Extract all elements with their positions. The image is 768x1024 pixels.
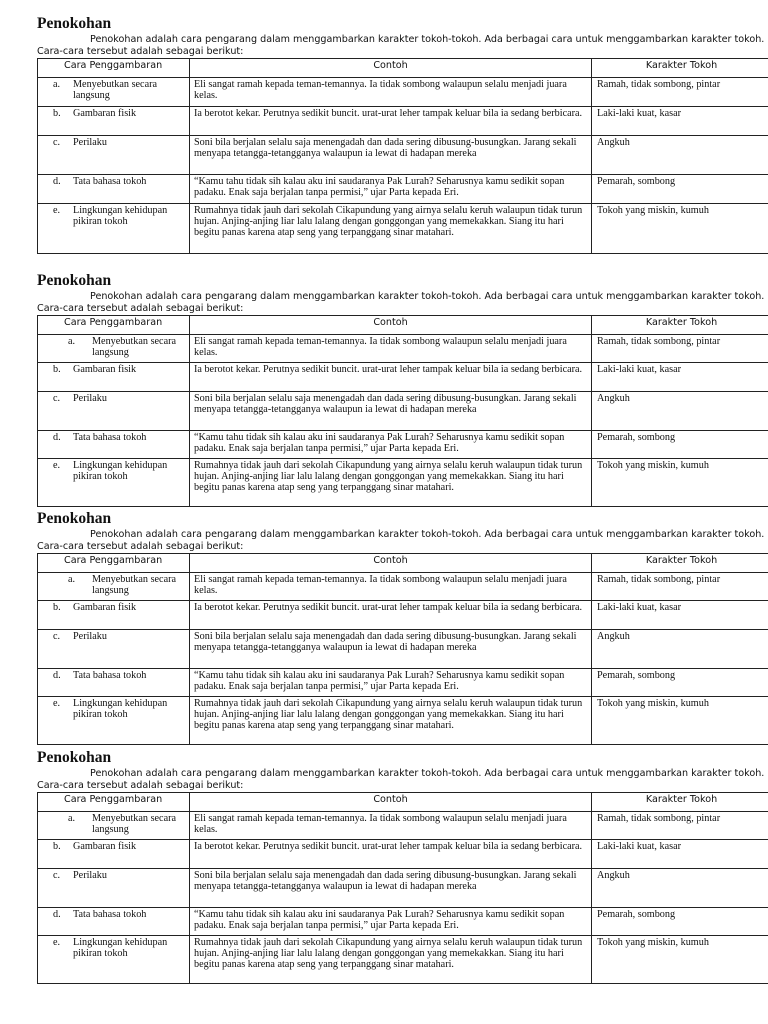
cara-text: Perilaku xyxy=(73,393,107,404)
table-header-row xyxy=(38,59,768,78)
header-karakter: Karakter Tokoh xyxy=(592,793,768,812)
table-row xyxy=(38,869,768,908)
cell-karakter: Ramah, tidak sombong, pintar xyxy=(592,335,768,363)
row-letter: c. xyxy=(53,870,61,881)
table-row xyxy=(38,630,768,669)
table-row xyxy=(38,669,768,697)
section-title: Penokohan xyxy=(37,749,112,766)
cell-karakter: Angkuh xyxy=(592,869,768,908)
cell-cara xyxy=(38,204,190,254)
cell-karakter: Ramah, tidak sombong, pintar xyxy=(592,573,768,601)
penokohan-table xyxy=(37,315,768,507)
cell-contoh: Eli sangat ramah kepada teman-temannya. Ia tidak sombong walaupun selalu menjadi juara kelas. xyxy=(190,78,592,107)
row-letter: b. xyxy=(53,602,61,613)
header-karakter: Karakter Tokoh xyxy=(592,316,768,335)
cell-cara xyxy=(38,431,190,459)
row-letter: b. xyxy=(53,841,61,852)
penokohan-table xyxy=(37,58,768,254)
row-letter: e. xyxy=(53,205,61,216)
table-row xyxy=(38,175,768,204)
cara-text: Gambaran fisik xyxy=(73,602,137,613)
cell-contoh: “Kamu tahu tidak sih kalau aku ini saudaranya Pak Lurah? Seharusnya kamu sedikit sopan padaku. Enak saja berjalan tanpa permisi,” ujar Parta kepada Eri. xyxy=(190,431,592,459)
section-title: Penokohan xyxy=(37,272,112,289)
cell-cara xyxy=(38,812,190,840)
cell-contoh: Rumahnya tidak jauh dari sekolah Cikapundung yang airnya selalu keruh walaupun tidak turun hujan. Anjing-anjing liar lalu lalang dengan gonggongan yang memekakkan. Siang itu hari begitu panas karena atap seng yang terpanggang sinar matahari. xyxy=(190,697,592,745)
row-letter: b. xyxy=(53,364,61,375)
penokohan-table xyxy=(37,792,768,984)
penokohan-table xyxy=(37,553,768,745)
cell-cara xyxy=(38,573,190,601)
table-header-row xyxy=(38,793,768,812)
intro-paragraph: Penokohan adalah cara pengarang dalam menggambarkan karakter tokoh-tokoh. Ada berbagai cara untuk menggambarkan karakter tokoh. Cara-cara tersebut adalah sebagai berikut: xyxy=(37,529,765,552)
cell-contoh: Rumahnya tidak jauh dari sekolah Cikapundung yang airnya selalu keruh walaupun tidak turun hujan. Anjing-anjing liar lalu lalang dengan gonggongan yang memekakkan. Siang itu hari begitu panas karena atap seng yang terpanggang sinar matahari. xyxy=(190,459,592,507)
cell-karakter: Laki-laki kuat, kasar xyxy=(592,601,768,630)
row-letter: e. xyxy=(53,698,61,709)
cell-cara xyxy=(38,363,190,392)
section-title: Penokohan xyxy=(37,15,112,32)
cell-cara xyxy=(38,936,190,984)
cell-karakter: Tokoh yang miskin, kumuh xyxy=(592,936,768,984)
cell-contoh: Soni bila berjalan selalu saja menengadah dan dada sering dibusung-busungkan. Jarang sekali menyapa tetangga-tetangganya walaupun ia lewat di hadapan mereka xyxy=(190,136,592,175)
row-letter: e. xyxy=(53,937,61,948)
cell-contoh: Rumahnya tidak jauh dari sekolah Cikapundung yang airnya selalu keruh walaupun tidak turun hujan. Anjing-anjing liar lalu lalang dengan gonggongan yang memekakkan. Siang itu hari begitu panas karena atap seng yang terpanggang sinar matahari. xyxy=(190,204,592,254)
row-letter: a. xyxy=(68,813,76,824)
cara-text: Menyebutkan secara langsung xyxy=(92,813,177,836)
cell-cara xyxy=(38,601,190,630)
cell-contoh: Soni bila berjalan selalu saja menengadah dan dada sering dibusung-busungkan. Jarang sekali menyapa tetangga-tetangganya walaupun ia lewat di hadapan mereka xyxy=(190,392,592,431)
table-row xyxy=(38,363,768,392)
penokohan-section-3 xyxy=(37,510,768,745)
table-row xyxy=(38,136,768,175)
cara-text: Menyebutkan secara langsung xyxy=(92,336,177,359)
cell-cara xyxy=(38,869,190,908)
cell-cara xyxy=(38,175,190,204)
section-title: Penokohan xyxy=(37,510,112,527)
header-contoh: Contoh xyxy=(190,59,592,78)
cell-karakter: Pemarah, sombong xyxy=(592,669,768,697)
cell-karakter: Angkuh xyxy=(592,392,768,431)
cell-contoh: Ia berotot kekar. Perutnya sedikit buncit. urat-urat leher tampak keluar bila ia sedang berbicara. xyxy=(190,840,592,869)
header-cara: Cara Penggambaran xyxy=(38,59,190,78)
cell-karakter: Pemarah, sombong xyxy=(592,431,768,459)
row-letter: a. xyxy=(53,79,61,90)
cara-text: Lingkungan kehidupan pikiran tokoh xyxy=(73,460,168,483)
cell-contoh: Eli sangat ramah kepada teman-temannya. Ia tidak sombong walaupun selalu menjadi juara kelas. xyxy=(190,335,592,363)
table-row xyxy=(38,107,768,136)
cell-contoh: Ia berotot kekar. Perutnya sedikit buncit. urat-urat leher tampak keluar bila ia sedang berbicara. xyxy=(190,363,592,392)
cell-cara xyxy=(38,459,190,507)
table-row xyxy=(38,335,768,363)
cell-cara xyxy=(38,107,190,136)
cell-contoh: Ia berotot kekar. Perutnya sedikit buncit. urat-urat leher tampak keluar bila ia sedang berbicara. xyxy=(190,107,592,136)
cell-karakter: Laki-laki kuat, kasar xyxy=(592,363,768,392)
cara-text: Perilaku xyxy=(73,870,107,881)
header-cara: Cara Penggambaran xyxy=(38,554,190,573)
cell-cara xyxy=(38,630,190,669)
cell-karakter: Laki-laki kuat, kasar xyxy=(592,840,768,869)
table-row xyxy=(38,697,768,745)
row-letter: c. xyxy=(53,393,61,404)
table-header-row xyxy=(38,316,768,335)
cell-cara xyxy=(38,697,190,745)
table-row xyxy=(38,908,768,936)
row-letter: a. xyxy=(68,574,76,585)
header-contoh: Contoh xyxy=(190,316,592,335)
cara-text: Lingkungan kehidupan pikiran tokoh xyxy=(73,937,168,960)
cell-karakter: Tokoh yang miskin, kumuh xyxy=(592,204,768,254)
cell-cara xyxy=(38,908,190,936)
table-row xyxy=(38,459,768,507)
table-row xyxy=(38,431,768,459)
cell-cara xyxy=(38,392,190,431)
cara-text: Perilaku xyxy=(73,631,107,642)
cara-text: Perilaku xyxy=(73,137,107,148)
row-letter: e. xyxy=(53,460,61,471)
cara-text: Gambaran fisik xyxy=(73,108,137,119)
cell-karakter: Angkuh xyxy=(592,630,768,669)
cara-text: Tata bahasa tokoh xyxy=(73,432,147,443)
cara-text: Tata bahasa tokoh xyxy=(73,670,147,681)
cara-text: Lingkungan kehidupan pikiran tokoh xyxy=(73,698,168,721)
cell-cara xyxy=(38,669,190,697)
intro-paragraph: Penokohan adalah cara pengarang dalam menggambarkan karakter tokoh-tokoh. Ada berbagai cara untuk menggambarkan karakter tokoh. Cara-cara tersebut adalah sebagai berikut: xyxy=(37,291,765,314)
cell-karakter: Ramah, tidak sombong, pintar xyxy=(592,78,768,107)
penokohan-section-1 xyxy=(37,15,768,254)
cell-contoh: Ia berotot kekar. Perutnya sedikit buncit. urat-urat leher tampak keluar bila ia sedang berbicara. xyxy=(190,601,592,630)
cell-contoh: “Kamu tahu tidak sih kalau aku ini saudaranya Pak Lurah? Seharusnya kamu sedikit sopan padaku. Enak saja berjalan tanpa permisi,” ujar Parta kepada Eri. xyxy=(190,908,592,936)
table-header-row xyxy=(38,554,768,573)
cara-text: Menyebutkan secara langsung xyxy=(92,574,177,597)
cell-contoh: “Kamu tahu tidak sih kalau aku ini saudaranya Pak Lurah? Seharusnya kamu sedikit sopan padaku. Enak saja berjalan tanpa permisi,” ujar Parta kepada Eri. xyxy=(190,175,592,204)
cell-karakter: Laki-laki kuat, kasar xyxy=(592,107,768,136)
cell-contoh: “Kamu tahu tidak sih kalau aku ini saudaranya Pak Lurah? Seharusnya kamu sedikit sopan padaku. Enak saja berjalan tanpa permisi,” ujar Parta kepada Eri. xyxy=(190,669,592,697)
header-karakter: Karakter Tokoh xyxy=(592,59,768,78)
cara-text: Tata bahasa tokoh xyxy=(73,909,147,920)
row-letter: d. xyxy=(53,176,61,187)
penokohan-section-4 xyxy=(37,749,768,984)
intro-paragraph: Penokohan adalah cara pengarang dalam menggambarkan karakter tokoh-tokoh. Ada berbagai cara untuk menggambarkan karakter tokoh. Cara-cara tersebut adalah sebagai berikut: xyxy=(37,768,765,791)
row-letter: d. xyxy=(53,432,61,443)
cell-karakter: Pemarah, sombong xyxy=(592,175,768,204)
row-letter: c. xyxy=(53,631,61,642)
table-row xyxy=(38,840,768,869)
table-row xyxy=(38,78,768,107)
header-karakter: Karakter Tokoh xyxy=(592,554,768,573)
table-row xyxy=(38,812,768,840)
table-row xyxy=(38,601,768,630)
cara-text: Menyebutkan secara langsung xyxy=(73,79,158,102)
cell-cara xyxy=(38,840,190,869)
cell-contoh: Rumahnya tidak jauh dari sekolah Cikapundung yang airnya selalu keruh walaupun tidak turun hujan. Anjing-anjing liar lalu lalang dengan gonggongan yang memekakkan. Siang itu hari begitu panas karena atap seng yang terpanggang sinar matahari. xyxy=(190,936,592,984)
cell-karakter: Pemarah, sombong xyxy=(592,908,768,936)
cell-contoh: Soni bila berjalan selalu saja menengadah dan dada sering dibusung-busungkan. Jarang sekali menyapa tetangga-tetangganya walaupun ia lewat di hadapan mereka xyxy=(190,630,592,669)
header-contoh: Contoh xyxy=(190,554,592,573)
row-letter: d. xyxy=(53,670,61,681)
cell-contoh: Eli sangat ramah kepada teman-temannya. Ia tidak sombong walaupun selalu menjadi juara kelas. xyxy=(190,573,592,601)
cell-contoh: Soni bila berjalan selalu saja menengadah dan dada sering dibusung-busungkan. Jarang sekali menyapa tetangga-tetangganya walaupun ia lewat di hadapan mereka xyxy=(190,869,592,908)
cara-text: Gambaran fisik xyxy=(73,364,137,375)
cell-karakter: Angkuh xyxy=(592,136,768,175)
table-row xyxy=(38,392,768,431)
row-letter: a. xyxy=(68,336,76,347)
header-cara: Cara Penggambaran xyxy=(38,316,190,335)
intro-paragraph: Penokohan adalah cara pengarang dalam menggambarkan karakter tokoh-tokoh. Ada berbagai cara untuk menggambarkan karakter tokoh. Cara-cara tersebut adalah sebagai berikut: xyxy=(37,34,765,57)
header-cara: Cara Penggambaran xyxy=(38,793,190,812)
cell-cara xyxy=(38,78,190,107)
table-row xyxy=(38,936,768,984)
cara-text: Tata bahasa tokoh xyxy=(73,176,147,187)
table-row xyxy=(38,573,768,601)
row-letter: c. xyxy=(53,137,61,148)
cell-cara xyxy=(38,136,190,175)
cara-text: Gambaran fisik xyxy=(73,841,137,852)
penokohan-section-2 xyxy=(37,272,768,507)
cell-contoh: Eli sangat ramah kepada teman-temannya. Ia tidak sombong walaupun selalu menjadi juara kelas. xyxy=(190,812,592,840)
cell-karakter: Ramah, tidak sombong, pintar xyxy=(592,812,768,840)
cara-text: Lingkungan kehidupan pikiran tokoh xyxy=(73,205,168,228)
cell-karakter: Tokoh yang miskin, kumuh xyxy=(592,697,768,745)
cell-karakter: Tokoh yang miskin, kumuh xyxy=(592,459,768,507)
row-letter: b. xyxy=(53,108,61,119)
cell-cara xyxy=(38,335,190,363)
table-row xyxy=(38,204,768,254)
header-contoh: Contoh xyxy=(190,793,592,812)
row-letter: d. xyxy=(53,909,61,920)
